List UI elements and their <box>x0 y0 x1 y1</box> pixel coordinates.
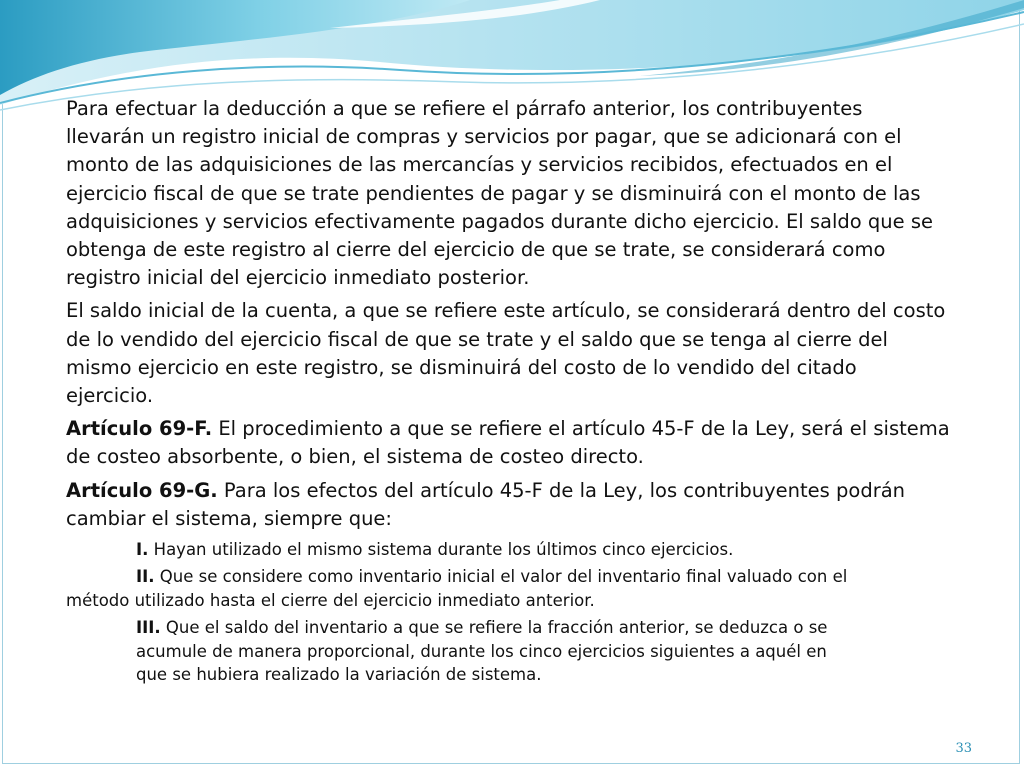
paragraph-articulo-69g: Artículo 69-G. Para los efectos del artículo 45-F de la Ley, los contribuyentes podrán cambiar el sistema, siempre que: <box>66 478 906 530</box>
fraction-label: III. <box>136 618 161 638</box>
paragraph-saldo-inicial: El saldo inicial de la cuenta, a que se refiere este artículo, se considerará dentro del costo de lo vendido del ejercicio fiscal de que se trate y el saldo que se tenga al cierre del mismo ejercicio en este registro, se disminuirá del costo de lo vendido del citado ejercicio. <box>66 299 946 408</box>
fraction-label: I. <box>136 540 149 560</box>
paragraph-registro-inicial: Para efectuar la deducción a que se refiere el párrafo anterior, los contribuyentes llevarán un registro inicial de compras y servicios por pagar, que se adicionará con el monto de las adquisiciones de las mercancías y servicios recibidos, efectuados en el ejercicio fiscal de que se trate pendientes de pagar y se disminuirá con el monto de las adquisiciones y servicios efectivamente pagados durante dicho ejercicio. El saldo que se obtenga de este registro al cierre del ejercicio de que se trate, se considerará como registro inicial del ejercicio inmediato posterior. <box>66 97 934 290</box>
page-number: 33 <box>955 741 972 756</box>
fraction-i: I. Hayan utilizado el mismo sistema durante los últimos cinco ejercicios. <box>136 540 734 560</box>
fraction-ii: II. Que se considere como inventario inicial el valor del inventario final valuado con el método utilizado hasta el cierre del ejercicio inmediato anterior. <box>66 567 848 610</box>
slide-body <box>66 95 996 690</box>
fraction-label: II. <box>136 567 155 587</box>
fraction-iii: III. Que el saldo del inventario a que se refiere la fracción anterior, se deduzca o se acumule de manera proporcional, durante los cinco ejercicios siguientes a aquél en que se hubiera realizado la variación de sistema. <box>136 618 828 685</box>
article-label: Artículo 69-F. <box>66 417 213 441</box>
paragraph-articulo-69f: Artículo 69-F. El procedimiento a que se refiere el artículo 45-F de la Ley, será el sistema de costeo absorbente, o bien, el sistema de costeo directo. <box>66 417 950 469</box>
article-label: Artículo 69-G. <box>66 478 218 502</box>
